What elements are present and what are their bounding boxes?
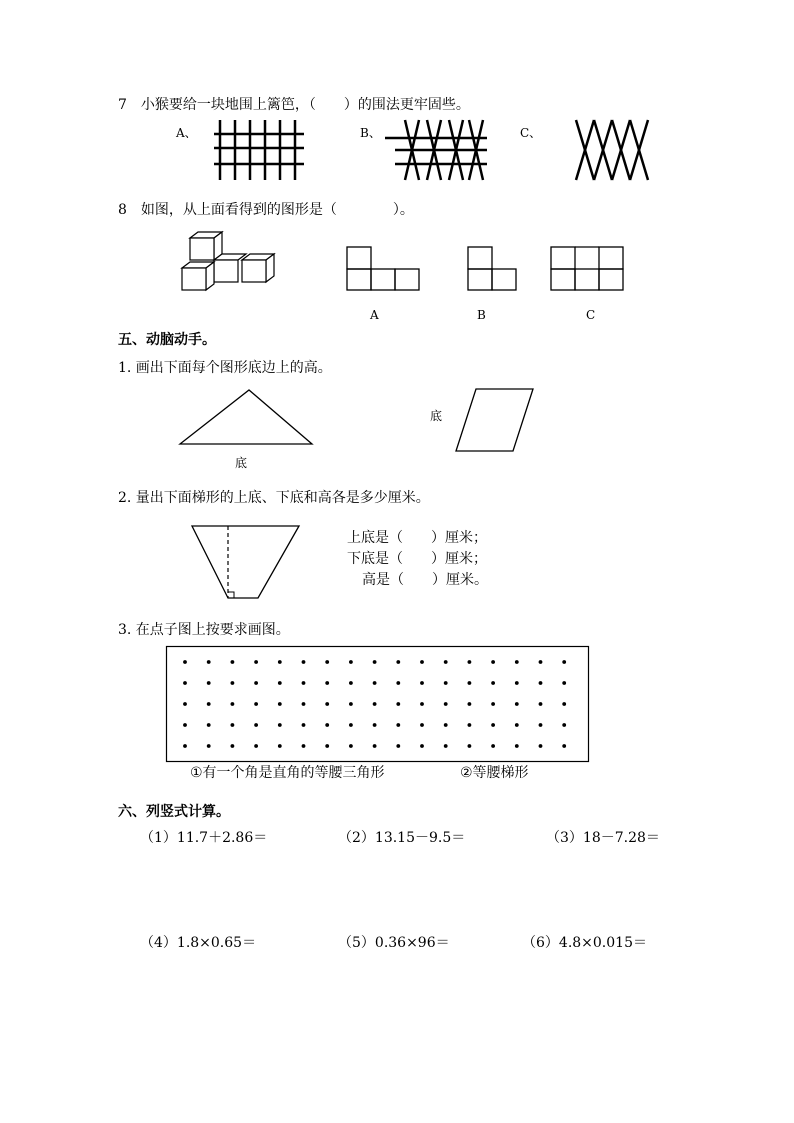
q8-text: 8 如图，从上面看得到的图形是（ ）。 <box>118 202 414 218</box>
grid-dot[interactable] <box>207 660 211 664</box>
top-view-option-a <box>346 246 422 292</box>
grid-dot[interactable] <box>396 744 400 748</box>
fence-option-a <box>212 118 307 182</box>
grid-dot[interactable] <box>278 723 282 727</box>
grid-dot[interactable] <box>562 744 566 748</box>
grid-dot[interactable] <box>515 744 519 748</box>
grid-dot[interactable] <box>396 681 400 685</box>
grid-dot[interactable] <box>231 723 235 727</box>
grid-dot[interactable] <box>491 723 495 727</box>
grid-dot[interactable] <box>349 660 353 664</box>
grid-dot[interactable] <box>396 723 400 727</box>
grid-dot[interactable] <box>468 744 472 748</box>
dot-grid-caption-1: ①有一个角是直角的等腰三角形 <box>190 765 385 781</box>
grid-dot[interactable] <box>302 660 306 664</box>
grid-dot[interactable] <box>183 723 187 727</box>
grid-dot[interactable] <box>468 702 472 706</box>
grid-dot[interactable] <box>302 702 306 706</box>
dot-grid[interactable] <box>166 646 589 762</box>
section6-title: 六、列竖式计算。 <box>118 804 230 820</box>
grid-dot[interactable] <box>491 681 495 685</box>
section5-title: 五、动脑动手。 <box>118 332 216 348</box>
grid-dot[interactable] <box>562 681 566 685</box>
grid-dot[interactable] <box>539 660 543 664</box>
grid-dot[interactable] <box>325 723 329 727</box>
grid-dot[interactable] <box>420 723 424 727</box>
grid-dot[interactable] <box>491 660 495 664</box>
grid-dot[interactable] <box>278 681 282 685</box>
grid-dot[interactable] <box>207 744 211 748</box>
q8-label-b: B <box>477 308 486 322</box>
grid-dot[interactable] <box>302 723 306 727</box>
grid-dot[interactable] <box>325 660 329 664</box>
grid-dot[interactable] <box>325 702 329 706</box>
grid-dot[interactable] <box>231 744 235 748</box>
grid-dot[interactable] <box>444 702 448 706</box>
grid-dot[interactable] <box>515 702 519 706</box>
q7-option-b-label: B、 <box>360 126 381 140</box>
parallelogram-figure <box>454 387 536 453</box>
grid-dot[interactable] <box>562 723 566 727</box>
grid-dot[interactable] <box>562 702 566 706</box>
grid-dot[interactable] <box>254 681 258 685</box>
grid-dot[interactable] <box>207 702 211 706</box>
fence-option-b <box>383 118 488 182</box>
q8-label-c: C <box>586 308 596 322</box>
grid-dot[interactable] <box>207 723 211 727</box>
height-answer: 高是（ ）厘米。 <box>362 572 488 588</box>
grid-dot[interactable] <box>539 681 543 685</box>
grid-dot[interactable] <box>420 702 424 706</box>
grid-dot[interactable] <box>183 744 187 748</box>
calc-problem-4: （4）1.8×0.65＝ <box>140 935 257 951</box>
grid-dot[interactable] <box>444 660 448 664</box>
grid-dot[interactable] <box>302 681 306 685</box>
grid-dot[interactable] <box>278 660 282 664</box>
grid-dot[interactable] <box>231 702 235 706</box>
grid-dot[interactable] <box>373 660 377 664</box>
grid-dot[interactable] <box>515 723 519 727</box>
top-base-answer: 上底是（ ）厘米； <box>347 530 487 546</box>
grid-dot[interactable] <box>183 702 187 706</box>
grid-dot[interactable] <box>325 681 329 685</box>
grid-dot[interactable] <box>349 723 353 727</box>
s5-q2-text: 2. 量出下面梯形的上底、下底和高各是多少厘米。 <box>118 490 430 506</box>
grid-dot[interactable] <box>539 723 543 727</box>
calc-problem-1: （1）11.7＋2.86＝ <box>140 830 268 846</box>
grid-dot[interactable] <box>468 723 472 727</box>
fence-option-c <box>572 118 652 182</box>
grid-dot[interactable] <box>396 660 400 664</box>
grid-dot[interactable] <box>183 681 187 685</box>
grid-dot[interactable] <box>325 744 329 748</box>
trapezoid-figure <box>190 524 302 600</box>
bottom-base-answer: 下底是（ ）厘米； <box>347 551 487 567</box>
grid-dot[interactable] <box>420 660 424 664</box>
grid-dot[interactable] <box>562 660 566 664</box>
grid-dot[interactable] <box>278 702 282 706</box>
s5-q3-text: 3. 在点子图上按要求画图。 <box>118 622 290 638</box>
q7-text: 7 小猴要给一块地围上篱笆，（ ）的围法更牢固些。 <box>118 97 470 113</box>
grid-dot[interactable] <box>373 681 377 685</box>
grid-dot[interactable] <box>515 681 519 685</box>
grid-dot[interactable] <box>539 702 543 706</box>
top-view-option-c <box>550 246 626 292</box>
grid-dot[interactable] <box>373 744 377 748</box>
grid-dot[interactable] <box>254 744 258 748</box>
calc-problem-5: （5）0.36×96＝ <box>338 935 450 951</box>
grid-dot[interactable] <box>349 681 353 685</box>
grid-dot[interactable] <box>444 723 448 727</box>
grid-dot[interactable] <box>444 681 448 685</box>
calc-problem-2: （2）13.15－9.5＝ <box>338 830 466 846</box>
grid-dot[interactable] <box>231 681 235 685</box>
grid-dot[interactable] <box>349 702 353 706</box>
grid-dot[interactable] <box>254 660 258 664</box>
grid-dot[interactable] <box>444 744 448 748</box>
grid-dot[interactable] <box>183 660 187 664</box>
parallelogram-base-label: 底 <box>430 409 443 423</box>
grid-dot[interactable] <box>278 744 282 748</box>
dot-grid-caption-2: ②等腰梯形 <box>460 765 529 781</box>
grid-dot[interactable] <box>207 681 211 685</box>
q8-label-a: A <box>370 308 379 322</box>
triangle-figure <box>178 388 314 446</box>
grid-dot[interactable] <box>491 744 495 748</box>
top-view-option-b <box>467 246 519 292</box>
grid-dot[interactable] <box>420 681 424 685</box>
grid-dot[interactable] <box>349 744 353 748</box>
grid-dot[interactable] <box>373 723 377 727</box>
grid-dot[interactable] <box>373 702 377 706</box>
cube-solid-figure <box>178 228 278 294</box>
q7-option-a-label: A、 <box>176 126 197 140</box>
calc-problem-6: （6）4.8×0.015＝ <box>522 935 647 951</box>
s5-q1-text: 1. 画出下面每个图形底边上的高。 <box>118 360 332 376</box>
q7-option-c-label: C、 <box>520 126 542 140</box>
grid-dot[interactable] <box>468 681 472 685</box>
calc-problem-3: （3）18－7.28＝ <box>546 830 660 846</box>
grid-dot[interactable] <box>231 660 235 664</box>
grid-dot[interactable] <box>254 702 258 706</box>
grid-dot[interactable] <box>254 723 258 727</box>
grid-dot[interactable] <box>420 744 424 748</box>
grid-dot[interactable] <box>396 702 400 706</box>
grid-dot[interactable] <box>539 744 543 748</box>
grid-dot[interactable] <box>468 660 472 664</box>
grid-dot[interactable] <box>515 660 519 664</box>
grid-dot[interactable] <box>302 744 306 748</box>
grid-dot[interactable] <box>491 702 495 706</box>
triangle-base-label: 底 <box>235 456 248 470</box>
